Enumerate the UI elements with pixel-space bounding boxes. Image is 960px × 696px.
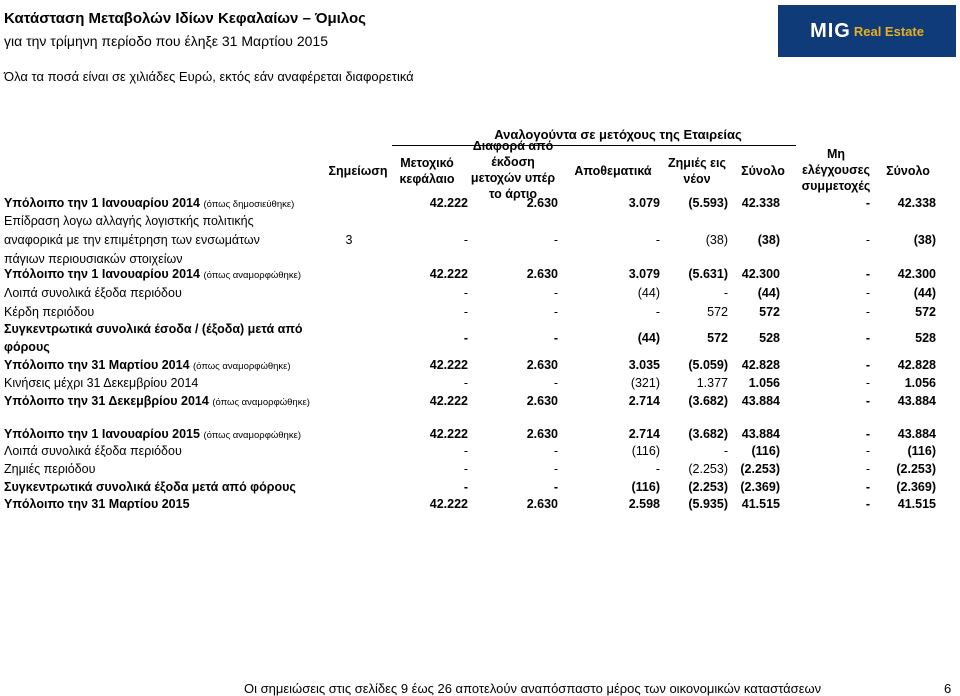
cell-share-premium: 2.630 (526, 267, 558, 281)
cell-nci: - (865, 305, 870, 319)
row-label-line1: Επίδραση λογω αλλαγής λογιστκής πολιτικής (4, 214, 254, 228)
cell-nci: - (865, 376, 870, 390)
col-header-reserves: Αποθεματικά (574, 164, 652, 178)
cell-share-capital: 42.222 (429, 267, 468, 281)
cell-subtotal: (2.253) (740, 462, 780, 476)
cell-retained-losses: 572 (707, 331, 728, 345)
cell-nci: - (865, 497, 870, 511)
cell-retained-losses: (2.253) (688, 462, 728, 476)
cell-subtotal: (2.369) (740, 480, 780, 494)
cell-nci: - (865, 394, 870, 408)
col-header-total: Σύνολο (886, 164, 930, 178)
cell-subtotal: 1.056 (748, 376, 780, 390)
cell-share-capital: 42.222 (429, 427, 468, 441)
currency-note: Όλα τα ποσά είναι σε χιλιάδες Ευρώ, εκτός εάν αναφέρεται διαφορετικά (4, 69, 414, 84)
row-label: Ζημιές περιόδου (4, 462, 96, 476)
cell-reserves: 2.598 (628, 497, 660, 511)
row-label-line2: φόρους (4, 340, 50, 354)
cell-nci: - (865, 444, 870, 458)
col-header-note: Σημείωση (328, 164, 388, 178)
cell-share-premium: - (553, 305, 558, 319)
cell-share-capital: - (463, 462, 468, 476)
cell-share-capital: 42.222 (429, 196, 468, 210)
cell-subtotal: 42.338 (741, 196, 780, 210)
page-number: 6 (944, 681, 952, 696)
cell-share-capital: - (463, 233, 468, 247)
group-header: Αναλογούντα σε μετόχους της Εταιρείας (494, 127, 742, 142)
cell-reserves: - (655, 233, 660, 247)
logo-main-text: MIG (810, 19, 851, 42)
row-label: Λοιπά συνολικά έξοδα περιόδου (4, 286, 182, 300)
col-header-share-capital: Μετοχικό κεφάλαιο (399, 156, 455, 186)
company-logo (778, 5, 956, 57)
cell-note: 3 (345, 233, 353, 247)
cell-nci: - (865, 196, 870, 210)
cell-share-premium: - (553, 444, 558, 458)
cell-retained-losses: 572 (707, 305, 728, 319)
cell-reserves: 3.079 (628, 196, 660, 210)
cell-subtotal: 572 (759, 305, 780, 319)
cell-retained-losses: - (723, 444, 728, 458)
cell-subtotal: 42.828 (741, 358, 780, 372)
cell-share-premium: - (553, 462, 558, 476)
cell-share-capital: - (463, 331, 468, 345)
cell-subtotal: (44) (757, 286, 780, 300)
cell-nci: - (865, 358, 870, 372)
cell-total: (44) (913, 286, 936, 300)
cell-share-premium: - (553, 286, 558, 300)
cell-subtotal: (38) (757, 233, 780, 247)
cell-subtotal: (116) (751, 444, 780, 458)
cell-share-premium: 2.630 (526, 358, 558, 372)
row-label: Υπόλοιπο την 31 Μαρτίου 2014 (όπως αναμορφώθηκε) (4, 358, 291, 372)
cell-share-premium: 2.630 (526, 427, 558, 441)
col-header-subtotal: Σύνολο (741, 164, 785, 178)
cell-subtotal: 43.884 (741, 427, 780, 441)
row-label: Υπόλοιπο την 1 Ιανουαρίου 2015 (όπως αναμορφώθηκε) (4, 427, 301, 441)
cell-total: 42.338 (897, 196, 936, 210)
cell-share-premium: 2.630 (526, 196, 558, 210)
row-label: Συγκεντρωτικά συνολικά έξοδα μετά από φόρους (4, 480, 296, 494)
cell-share-capital: 42.222 (429, 394, 468, 408)
cell-reserves: - (655, 305, 660, 319)
cell-share-capital: - (463, 480, 468, 494)
cell-share-capital: - (463, 444, 468, 458)
cell-total: 43.884 (897, 427, 936, 441)
page-subtitle: για την τρίμηνη περίοδο που έληξε 31 Μαρτίου 2015 (4, 33, 328, 49)
group-header-underline (392, 145, 796, 146)
cell-retained-losses: (3.682) (688, 427, 728, 441)
row-label: Υπόλοιπο την 1 Ιανουαρίου 2014 (όπως αναμορφώθηκε) (4, 267, 301, 281)
cell-nci: - (865, 233, 870, 247)
cell-share-premium: - (553, 233, 558, 247)
cell-subtotal: 43.884 (741, 394, 780, 408)
cell-retained-losses: (5.059) (688, 358, 728, 372)
cell-share-capital: 42.222 (429, 358, 468, 372)
cell-retained-losses: (5.593) (688, 196, 728, 210)
cell-retained-losses: - (723, 286, 728, 300)
cell-nci: - (865, 480, 870, 494)
row-label: Υπόλοιπο την 31 Μαρτίου 2015 (4, 497, 190, 511)
cell-reserves: 2.714 (628, 427, 660, 441)
cell-share-premium: 2.630 (526, 497, 558, 511)
cell-reserves: 3.079 (628, 267, 660, 281)
logo-sub-text: Real Estate (853, 23, 924, 39)
row-label-line2: αναφορικά με την επιμέτρηση των ενσωμάτων (4, 233, 260, 247)
cell-subtotal: 41.515 (741, 497, 780, 511)
cell-share-capital: - (463, 286, 468, 300)
cell-share-premium: - (553, 376, 558, 390)
cell-total: 43.884 (897, 394, 936, 408)
cell-total: 41.515 (897, 497, 936, 511)
cell-reserves: (44) (637, 286, 660, 300)
cell-retained-losses: 1.377 (696, 376, 728, 390)
cell-total: 572 (915, 305, 936, 319)
cell-retained-losses: (5.631) (688, 267, 728, 281)
cell-total: (116) (907, 444, 936, 458)
cell-nci: - (865, 331, 870, 345)
row-label: Υπόλοιπο την 1 Ιανουαρίου 2014 (όπως δημοσιεύθηκε) (4, 196, 295, 210)
cell-retained-losses: (2.253) (688, 480, 728, 494)
row-label: Κινήσεις μέχρι 31 Δεκεμβρίου 2014 (4, 376, 199, 390)
cell-retained-losses: (38) (705, 233, 728, 247)
cell-total: (38) (913, 233, 936, 247)
cell-reserves: (44) (637, 331, 660, 345)
cell-reserves: 2.714 (628, 394, 660, 408)
row-label-line3: πάγιων περιουσιακών στοιχείων (4, 252, 183, 266)
cell-nci: - (865, 267, 870, 281)
cell-share-capital: 42.222 (429, 497, 468, 511)
row-label: Λοιπά συνολικά έξοδα περιόδου (4, 444, 182, 458)
row-label: Υπόλοιπο την 31 Δεκεμβρίου 2014 (όπως αναμορφώθηκε) (4, 394, 310, 408)
cell-total: 528 (915, 331, 936, 345)
cell-retained-losses: (3.682) (688, 394, 728, 408)
cell-reserves: - (655, 462, 660, 476)
cell-share-capital: - (463, 305, 468, 319)
cell-nci: - (865, 427, 870, 441)
cell-share-premium: 2.630 (526, 394, 558, 408)
cell-subtotal: 528 (759, 331, 780, 345)
cell-total: (2.369) (896, 480, 936, 494)
cell-share-premium: - (553, 331, 558, 345)
cell-total: 42.300 (897, 267, 936, 281)
cell-reserves: (321) (630, 376, 660, 390)
cell-nci: - (865, 286, 870, 300)
col-header-share-premium: Διαφορά από έκδοση μετοχών υπέρ το άρτιο (470, 139, 556, 201)
cell-subtotal: 42.300 (741, 267, 780, 281)
footer-text: Οι σημειώσεις στις σελίδες 9 έως 26 αποτελούν αναπόσπαστο μέρος των οικονομικών καταστάσεων (244, 681, 822, 696)
col-header-retained-losses: Ζημιές εις νέον (668, 156, 726, 186)
cell-total: (2.253) (896, 462, 936, 476)
page-title: Κατάσταση Μεταβολών Ιδίων Κεφαλαίων – Όμιλος (4, 10, 366, 27)
cell-retained-losses: (5.935) (688, 497, 728, 511)
cell-total: 1.056 (904, 376, 936, 390)
cell-share-premium: - (553, 480, 558, 494)
cell-share-capital: - (463, 376, 468, 390)
row-label-line1: Συγκεντρωτικά συνολικά έσοδα / (έξοδα) μετά από (4, 322, 303, 336)
col-header-nci: Μη ελέγχουσες συμμετοχές (801, 147, 871, 193)
cell-total: 42.828 (897, 358, 936, 372)
cell-reserves: (116) (631, 444, 660, 458)
cell-nci: - (865, 462, 870, 476)
row-label: Κέρδη περιόδου (4, 305, 95, 319)
cell-reserves: (116) (631, 480, 660, 494)
cell-reserves: 3.035 (628, 358, 660, 372)
